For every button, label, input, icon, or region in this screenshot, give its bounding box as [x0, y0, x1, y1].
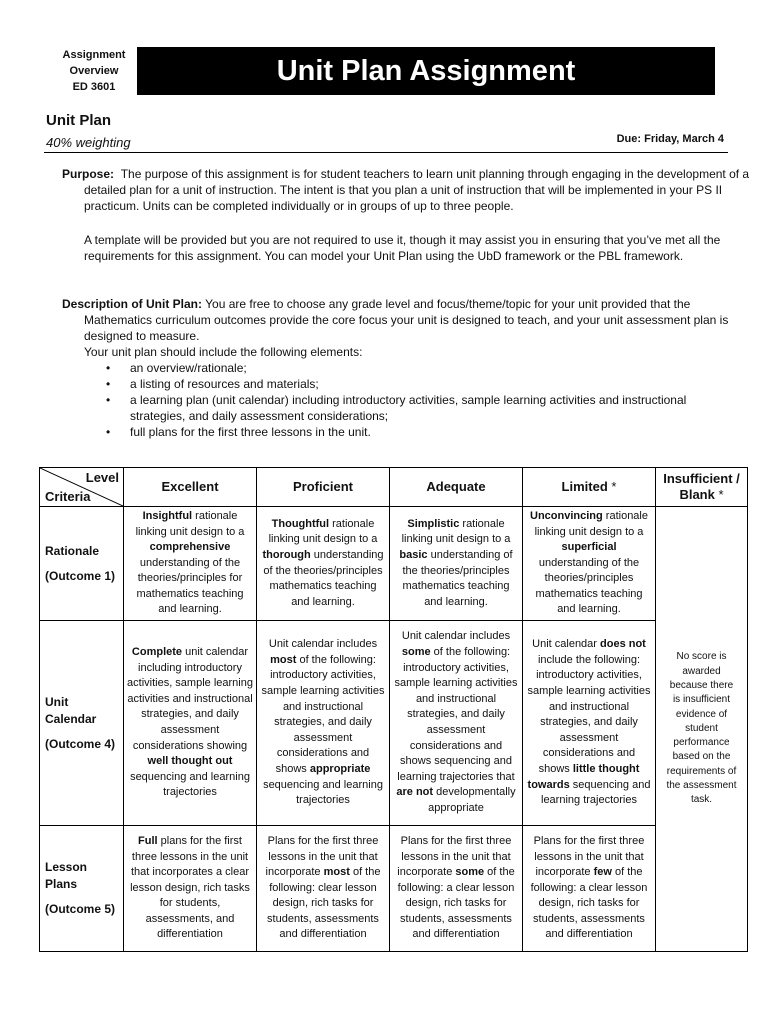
- emphasis-text: are not: [396, 786, 434, 799]
- emphasis-text: some: [455, 866, 485, 879]
- insufficient-description: No score is awarded because there is insufficient evidence of student performance based on the requirements of the assessment task.: [656, 507, 748, 952]
- emphasis-text: comprehensive: [149, 541, 231, 554]
- cell-text: Unit calendar includes: [401, 630, 511, 643]
- elements-list: [62, 360, 734, 440]
- cell-text: rationale linking unit design to a: [401, 517, 511, 546]
- emphasis-text: thorough: [262, 548, 311, 561]
- rubric-cell: [390, 507, 523, 621]
- table-row: [40, 826, 748, 952]
- outcome-label: (Outcome 4): [45, 736, 116, 751]
- cell-text: sequencing and learning trajectories: [541, 778, 651, 807]
- rubric-cell: [523, 621, 656, 826]
- header-insufficient-label: Insufficient / Blank: [663, 471, 740, 502]
- template-paragraph: A template will be provided but you are not required to use it, though it may assist you in ensuring that you’ve met all the requirements for this assignment. You can model your Unit Plan using the UbD framework or the PBL framework.: [84, 233, 721, 263]
- cell-text: include the following: introductory activities, sample learning activities and instructional strategies, and daily assessment considerations and shows: [527, 653, 651, 775]
- outcome-label: (Outcome 5): [45, 902, 116, 916]
- emphasis-text: Complete: [131, 646, 183, 659]
- cell-text: rationale linking unit design to a: [135, 509, 245, 538]
- cell-text: Unit calendar: [532, 638, 601, 651]
- due-date: Due: Friday, March 4: [616, 133, 724, 145]
- elements-intro: Your unit plan should include the following elements:: [84, 345, 363, 359]
- cell-text: rationale linking unit design to a: [268, 517, 378, 546]
- criterion-cell: [40, 621, 124, 826]
- emphasis-text: few: [593, 866, 612, 879]
- weighting-text: 40% weighting: [46, 135, 131, 150]
- cell-text: Plans for the first three lessons in the unit that incorporate: [397, 834, 512, 879]
- description-paragraph: [62, 296, 734, 344]
- emphasis-text: does not: [600, 638, 646, 651]
- cell-text: understanding of the theories/principles mathematics teaching and learning.: [263, 548, 384, 608]
- cell-text: of the following: clear lesson design, rich tasks for students, assessments and differentiation: [267, 866, 381, 941]
- criterion-cell: [40, 826, 124, 952]
- list-item: • full plans for the first three lessons in the unit.: [106, 424, 734, 440]
- rubric-cell: [124, 507, 257, 621]
- header-line-3: ED 3601: [72, 81, 116, 93]
- cell-text: Unit calendar includes: [268, 638, 378, 651]
- cell-text: of the following: a clear lesson design, rich tasks for students, assessments and differentiation: [397, 866, 515, 941]
- description-label: Description of Unit Plan:: [62, 297, 203, 311]
- section-title: Unit Plan: [46, 112, 112, 129]
- emphasis-text: Thoughtful: [271, 517, 330, 530]
- emphasis-text: little thought towards: [527, 762, 640, 791]
- cell-text: plans for the first three lessons in the unit that incorporates a clear lesson design, rich tasks for students, assessments, and differentiation: [130, 834, 250, 941]
- cell-text: developmentally appropriate: [428, 786, 516, 814]
- description-text: You are free to choose any grade level and focus/theme/topic for your unit provided that the Mathematics curriculum outcomes provide the core focus your unit is designed to teach, and your unit assessment plan is designed to measure.: [84, 297, 729, 343]
- emphasis-text: appropriate: [309, 762, 371, 775]
- cell-text: Plans for the first three lessons in the unit that incorporate: [265, 834, 379, 879]
- header-line-2: Overview: [69, 65, 119, 77]
- table-row: [40, 507, 748, 621]
- emphasis-text: Unconvincing: [530, 509, 603, 522]
- header-line-1: Assignment: [62, 49, 126, 61]
- header-course-info: [52, 47, 136, 95]
- table-row: [40, 621, 748, 826]
- cell-text: rationale linking unit design to a: [534, 509, 648, 538]
- cell-text: understanding of the theories/principles mathematics teaching and learning.: [535, 556, 643, 616]
- header-adequate: Adequate: [390, 468, 523, 507]
- cell-text: sequencing and learning trajectories: [130, 770, 250, 799]
- header-limited-label: Limited: [561, 479, 608, 495]
- emphasis-text: basic: [399, 548, 428, 561]
- section-divider: [44, 152, 728, 153]
- emphasis-text: Full: [138, 834, 158, 847]
- purpose-text: The purpose of this assignment is for student teachers to learn unit planning through engaging in the development of a detailed plan for a unit of instruction. The intent is that you plan a unit of instruction that will be implemented in your PS II practicum. Units can be completed individually or in groups of up to three people.: [84, 167, 750, 213]
- purpose-paragraph: [62, 166, 756, 214]
- header-limited: [523, 468, 656, 507]
- rubric-cell: [124, 621, 257, 826]
- header-excellent: Excellent: [124, 468, 257, 507]
- outcome-label: (Outcome 1): [45, 568, 116, 583]
- rubric-cell: [257, 621, 390, 826]
- header-insufficient: [656, 468, 748, 507]
- page-title: Unit Plan Assignment: [276, 54, 576, 87]
- emphasis-text: some: [401, 646, 431, 659]
- cell-text: unit calendar including introductory activities, sample learning activities and instructional strategies, and daily assessment considerations showing: [127, 646, 253, 752]
- criterion-label: Rationale: [45, 543, 100, 558]
- criterion-label: Unit Calendar: [45, 694, 97, 726]
- rubric-cell: [390, 826, 523, 952]
- rubric-cell: [124, 826, 257, 952]
- description-section: [62, 296, 734, 440]
- corner-level-label: Level: [85, 470, 119, 485]
- title-banner: [137, 47, 715, 95]
- rubric-table: [39, 467, 748, 952]
- emphasis-text: most: [270, 653, 297, 666]
- purpose-label: Purpose:: [62, 167, 115, 181]
- rubric-cell: [523, 826, 656, 952]
- rubric-cell: [257, 826, 390, 952]
- cell-text: of the following: a clear lesson design, rich tasks for students, assessments and differentiation: [530, 866, 648, 941]
- corner-criteria-label: Criteria: [45, 489, 91, 505]
- emphasis-text: Insightful: [142, 509, 193, 522]
- emphasis-text: well thought out: [147, 755, 233, 768]
- emphasis-text: Simplistic: [407, 517, 460, 530]
- rubric-corner-cell: [40, 468, 124, 507]
- rubric-cell: [257, 507, 390, 621]
- header-limited-mark: *: [611, 479, 617, 495]
- list-item: • a listing of resources and materials;: [106, 376, 734, 392]
- criterion-label: Lesson Plans: [45, 860, 88, 891]
- cell-text: Plans for the first three lessons in the unit that incorporate: [533, 834, 645, 879]
- criterion-cell: [40, 507, 124, 621]
- cell-text: understanding of the theories/principles for mathematics teaching and learning.: [136, 556, 244, 616]
- emphasis-text: superficial: [561, 541, 617, 554]
- header-proficient: Proficient: [257, 468, 390, 507]
- cell-text: of the following: introductory activities, sample learning activities and instructional strategies, and daily assessment considerations and shows: [261, 653, 385, 775]
- cell-text: of the following: introductory activities, sample learning activities and instructional strategies, and daily assessment considerations and shows sequencing and learning trajectories that: [394, 646, 518, 783]
- rubric-cell: [523, 507, 656, 621]
- list-item: • an overview/rationale;: [106, 360, 734, 376]
- emphasis-text: most: [323, 866, 350, 879]
- list-item: • a learning plan (unit calendar) including introductory activities, sample learning activities and instructional strategies, and daily assessment considerations;: [106, 392, 734, 424]
- header-insufficient-mark: *: [718, 487, 724, 502]
- cell-text: understanding of the theories/principles mathematics teaching and learning.: [402, 548, 513, 608]
- cell-text: sequencing and learning trajectories: [263, 778, 383, 807]
- rubric-header-row: [40, 468, 748, 507]
- rubric-cell: [390, 621, 523, 826]
